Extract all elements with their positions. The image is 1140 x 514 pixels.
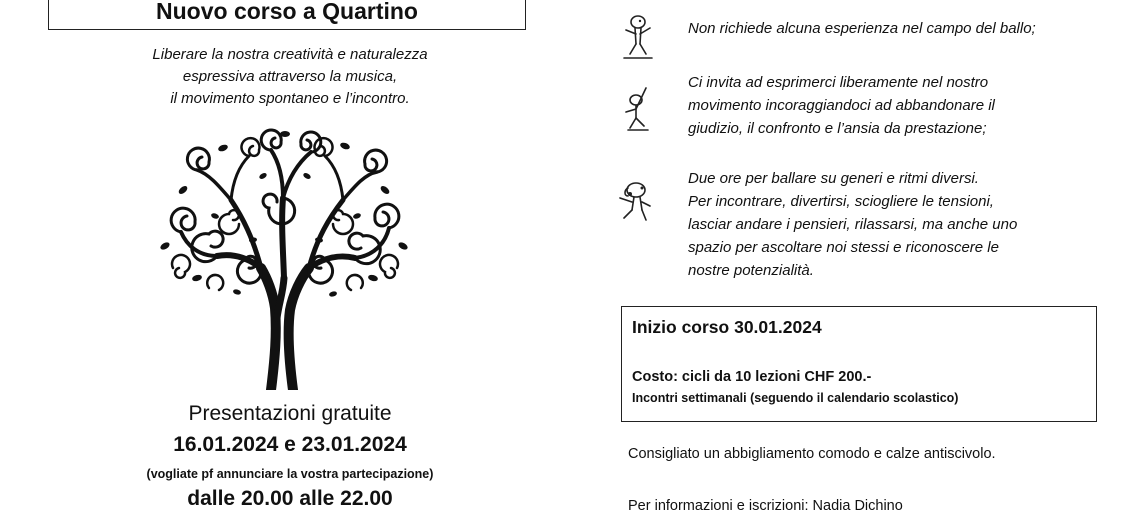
course-info-box [621,306,1097,422]
tree-of-life-illustration [153,128,415,390]
weekly-meetings-note: Incontri settimanali (seguendo il calendario scolastico) [632,391,959,405]
course-title: Nuovo corso a Quartino [156,0,418,24]
contact-info: Per informazioni e iscrizioni: Nadia Dichino [628,498,903,514]
feature-item-two-hours [688,167,1082,282]
feature-line: spazio per ascoltare noi stessi e riconoscere le [688,239,999,256]
feature-line: nostre potenzialità. [688,262,814,279]
feature-line: Non richiede alcuna esperienza nel campo del ballo; [688,20,1036,37]
course-cost: Costo: cicli da 10 lezioni CHF 200.- [632,369,872,385]
dancing-figure-icon [618,12,658,60]
clothing-recommendation: Consigliato un abbigliamento comodo e calze antiscivolo. [628,446,996,462]
feature-line: movimento incoraggiandoci ad abbandonare il [688,97,995,114]
dancing-dog-icon [612,176,652,224]
dancing-figure-arm-up-icon [618,84,658,132]
presentation-note: (vogliate pf annunciare la vostra partecipazione) [146,467,434,481]
intro-line: Liberare la nostra creatività e naturalezza [152,46,428,63]
feature-line: giudizio, il confronto e l’ansia da prestazione; [688,120,987,137]
intro-line: il movimento spontaneo e l’incontro. [170,90,410,107]
feature-line: lasciar andare i pensieri, rilassarsi, ma anche uno [688,216,1018,233]
presentation-time: dalle 20.00 alle 22.00 [187,487,393,510]
course-title-box [48,0,526,30]
course-start-date: Inizio corso 30.01.2024 [632,317,822,337]
feature-line: Ci invita ad esprimerci liberamente nel nostro [688,74,989,91]
presentations-heading: Presentazioni gratuite [188,402,392,425]
feature-item-no-experience [688,17,1082,40]
feature-line: Due ore per ballare su generi e ritmi diversi. [688,170,979,187]
feature-line: Per incontrare, divertirsi, sciogliere le tensioni, [688,193,994,210]
presentation-dates: 16.01.2024 e 23.01.2024 [173,433,407,456]
intro-text [110,44,470,110]
feature-item-free-expression [688,71,1082,140]
intro-line: espressiva attraverso la musica, [182,68,398,85]
